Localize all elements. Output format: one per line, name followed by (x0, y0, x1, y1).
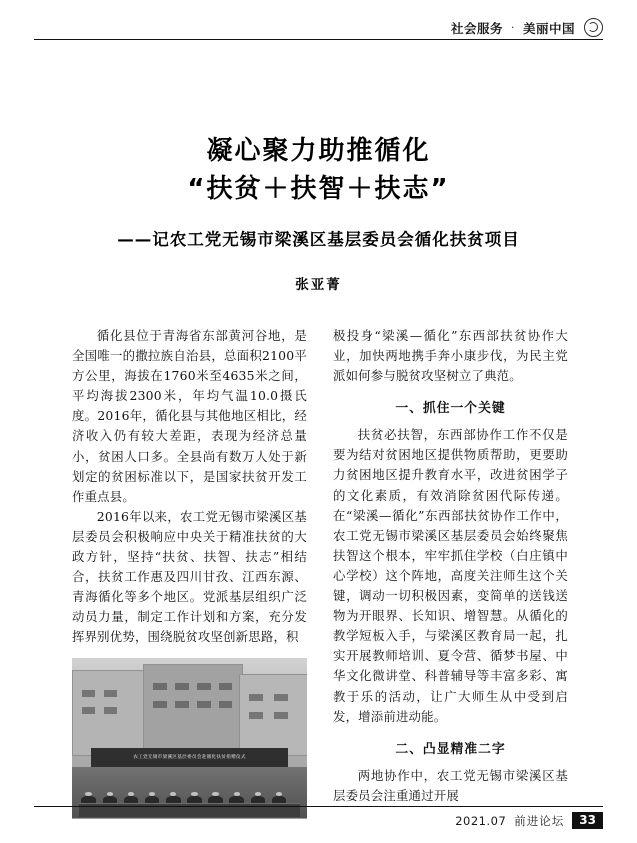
header-section: 美丽中国 (522, 20, 575, 36)
photo-stage (72, 767, 307, 819)
photo-building-center (143, 664, 244, 756)
paragraph: 2016年以来，农工党无锡市梁溪区基层委员会积极响应中央关于精准扶贫的大政方针，坚持“扶贫、扶智、扶志”相结合，扶贫工作惠及四川甘孜、江西东源、青海循化等多个地区。党派基层组织广泛动员力量，制定工作计划和方案，充分发挥界别优势，围绕脱贫攻坚创新思路，积 (72, 508, 307, 645)
column-right (333, 326, 568, 803)
paragraph: 扶贫必扶智，东西部协作工作不仅是要为结对贫困地区提供物质帮助，更要助力贫困地区提升教育水平，改进贫困学子的文化素质，有效消除贫困代际传递。在“梁溪—循化”东西部扶贫协作工作中，农工党无锡市梁溪区基层委员会始终聚焦扶智这个根本，牢牢抓住学校（白庄镇中心学校）这个阵地，高度关注师生这个关键，调动一切积极因素，变简单的送钱送物为开眼界、长知识、增智慧。从循化的教学短板入手，与梁溪区教育局一起，扎实开展教师培训、夏令营、循梦书屋、中华文化微讲堂、科普辅导等丰富多彩、寓教于乐的活动，让广大师生从中受到启发，增添前进动能。 (333, 427, 568, 724)
header-category: 社会服务 (450, 20, 503, 36)
photo-building-right (239, 674, 307, 757)
circle-emblem-icon (584, 18, 603, 37)
page-footer (455, 812, 603, 829)
page-title-line1: 凝心聚力助推循化 (206, 136, 431, 166)
header-divider (34, 39, 603, 40)
section-heading-2: 二、凸显精准二字 (395, 741, 506, 757)
article-photo (72, 658, 307, 819)
issue-date: 2021.07 (455, 813, 507, 828)
footer-divider (34, 806, 603, 807)
photo-banner-text: 农工党无锡市梁溪区基层委员会赴循化扶贫捐赠仪式 (91, 748, 288, 767)
header-separator: · (510, 21, 515, 34)
page-subtitle: ——记农工党无锡市梁溪区基层委员会循化扶贫项目 (117, 229, 520, 249)
column-left (72, 326, 307, 786)
section-heading-1: 一、抓住一个关键 (395, 401, 506, 417)
photo-building-left (72, 670, 147, 756)
author-name: 张亚菁 (295, 276, 342, 293)
page-number: 33 (572, 812, 603, 829)
paragraph: 极投身“梁溪—循化”东西部扶贫协作大业，加快两地携手奔小康步伐，为民主党派如何参与脱贫攻坚树立了典范。 (333, 328, 568, 384)
paragraph: 循化县位于青海省东部黄河谷地，是全国唯一的撒拉族自治县，总面积2100平方公里，海拔在1760米至4635米之间，平均海拔2300米，年均气温10.0摄氏度。2016年，循化县与其他地区相比，经济收入仍有较大差距，表现为经济总量小，贫困人口多。全县尚有数万人处于新划定的贫困标准以下，是国家扶贫开发工作重点县。 (72, 328, 307, 504)
magazine-name: 前进论坛 (514, 813, 565, 828)
article-body (72, 326, 568, 803)
title-block (34, 132, 603, 293)
page-header (451, 18, 603, 37)
page-title-line2: “扶贫＋扶智＋扶志” (187, 174, 450, 205)
paragraph: 两地协作中，农工党无锡市梁溪区基层委员会注重通过开展 (333, 767, 568, 803)
